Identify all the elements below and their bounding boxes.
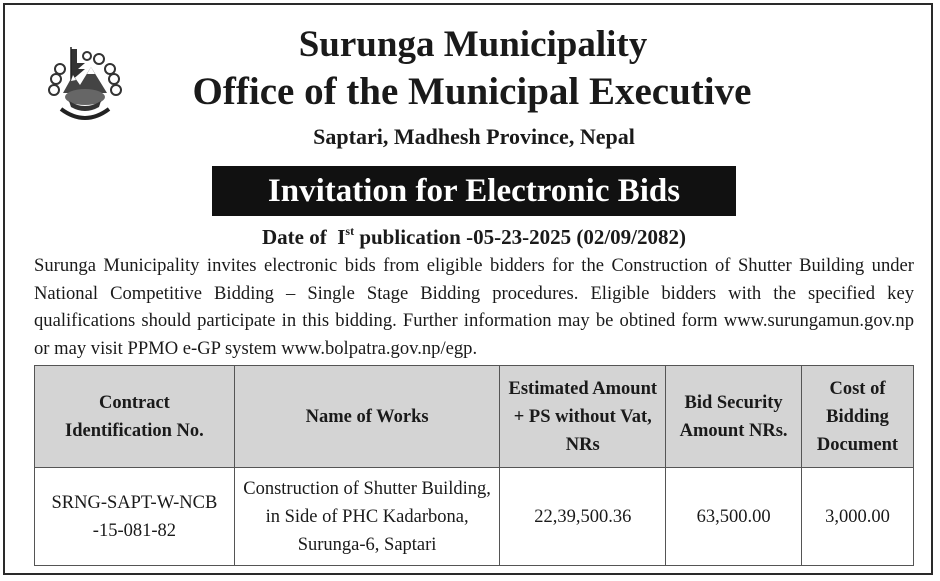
header-name-of-works: Name of Works: [234, 366, 500, 468]
bid-details-table: [34, 365, 914, 566]
office-title: Office of the Municipal Executive: [192, 70, 752, 113]
publication-date-prefix: Date of I: [262, 225, 346, 249]
header-contract-id: Contract Identification No.: [35, 366, 235, 468]
header-estimated-amount: Estimated Amount + PS without Vat, NRs: [500, 366, 666, 468]
header-document-cost: Cost of Bidding Document: [802, 366, 914, 468]
municipality-name: Surunga Municipality: [298, 24, 648, 65]
header-bid-security: Bid Security Amount NRs.: [666, 366, 802, 468]
cell-name-of-works: Construction of Shutter Building, in Side of PHC Kadarbona, Surunga-6, Saptari: [234, 468, 500, 566]
notice-frame: [3, 3, 933, 575]
cell-estimated-amount: 22,39,500.36: [500, 468, 666, 566]
address-line: Saptari, Madhesh Province, Nepal: [313, 124, 635, 149]
cell-bid-security: 63,500.00: [666, 468, 802, 566]
publication-date-suffix: publication -05-23-2025 (02/09/2082): [354, 225, 686, 249]
publication-date-ordinal: st: [345, 224, 355, 238]
publication-date: [5, 224, 931, 250]
cell-document-cost: 3,000.00: [802, 468, 914, 566]
cell-contract-id: SRNG-SAPT-W-NCB -15-081-82: [35, 468, 235, 566]
notice-body: Surunga Municipality invites electronic bids from eligible bidders for the Construction of Shutter Building under National Competitive Bidding – Single Stage Bidding procedures. Eligible bidders with the specified key qualifications should participate in this bidding. Further information may be obtined form www.surungamun.gov.np or may visit PPMO e-GP system www.bolpatra.gov.np/egp.: [34, 255, 914, 359]
table-row: [35, 468, 914, 566]
banner-title: Invitation for Electronic Bids: [267, 172, 681, 209]
notice-banner: [212, 166, 736, 216]
table-header-row: [35, 366, 914, 468]
